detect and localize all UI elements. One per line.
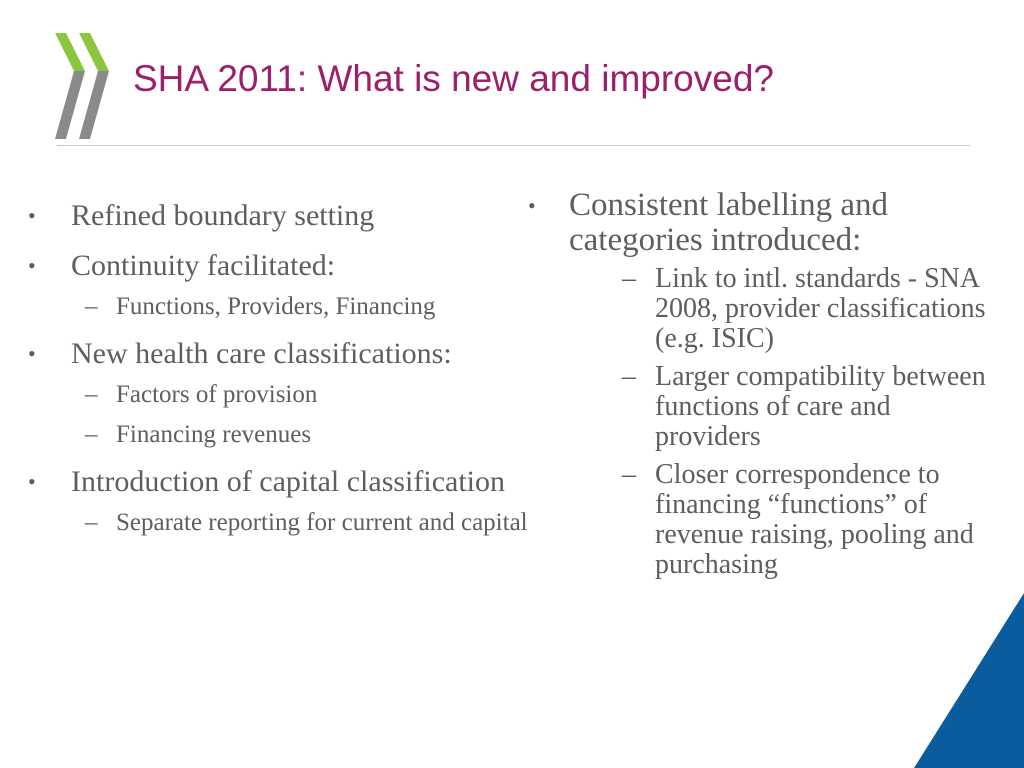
- sub-bullet-list: [71, 290, 528, 324]
- bullet-icon: •: [28, 253, 36, 278]
- sub-bullet-item: [71, 418, 528, 452]
- sub-bullet-list: [71, 378, 528, 452]
- dash-icon: –: [85, 421, 98, 448]
- bullet-item: [528, 188, 988, 580]
- dash-icon: –: [85, 381, 98, 408]
- sub-bullet-text: Larger compatibility between functions of care and providers: [655, 361, 986, 452]
- dash-icon: –: [622, 263, 636, 294]
- bullet-text: Refined boundary setting: [71, 199, 375, 232]
- chevron-green-left: [55, 33, 85, 71]
- bullet-text: Consistent labelling and categories introduced:: [569, 187, 888, 258]
- left-column: [28, 196, 528, 550]
- corner-triangle-shape: [914, 593, 1024, 768]
- blue-corner-triangle-icon: [914, 593, 1024, 768]
- sub-bullet-text: Link to intl. standards - SNA 2008, provider classifications (e.g. ISIC): [655, 263, 986, 354]
- sub-bullet-list: [71, 506, 528, 540]
- chevron-green-right: [79, 33, 109, 71]
- sub-bullet-text: Functions, Providers, Financing: [116, 293, 436, 320]
- sub-bullet-text: Financing revenues: [116, 421, 312, 448]
- sub-bullet-item: [569, 264, 988, 354]
- bullet-text: New health care classifications:: [71, 337, 452, 370]
- bullet-icon: •: [28, 203, 36, 228]
- chevron-gray-right: [79, 71, 109, 139]
- right-column: [528, 188, 988, 588]
- sub-bullet-list: [569, 264, 988, 580]
- sub-bullet-item: [71, 378, 528, 412]
- slide-title: SHA 2011: What is new and improved?: [133, 58, 774, 99]
- right-bullet-list: [528, 188, 988, 580]
- sub-bullet-text: Closer correspondence to financing “functions” of revenue raising, pooling and purchasing: [655, 459, 974, 580]
- sub-bullet-item: [71, 290, 528, 324]
- double-chevron-logo-icon: [52, 33, 112, 141]
- bullet-text: Continuity facilitated:: [71, 249, 336, 282]
- chevron-gray-left: [55, 71, 85, 139]
- bullet-item: [28, 196, 528, 236]
- sub-bullet-item: [569, 362, 988, 452]
- bullet-icon: •: [528, 193, 536, 218]
- bullet-icon: •: [28, 469, 36, 494]
- bullet-item: [28, 334, 528, 452]
- dash-icon: –: [85, 293, 98, 320]
- bullet-item: [28, 246, 528, 324]
- sub-bullet-item: [71, 506, 528, 540]
- dash-icon: –: [622, 361, 636, 392]
- sub-bullet-text: Factors of provision: [116, 381, 318, 408]
- sub-bullet-item: [569, 460, 988, 580]
- left-bullet-list: [28, 196, 528, 540]
- sub-bullet-text: Separate reporting for current and capital: [116, 509, 528, 536]
- dash-icon: –: [622, 459, 636, 490]
- bullet-item: [28, 462, 528, 540]
- bullet-text: Introduction of capital classification: [71, 465, 506, 498]
- title-divider: [57, 145, 970, 146]
- bullet-icon: •: [28, 341, 36, 366]
- dash-icon: –: [85, 509, 98, 536]
